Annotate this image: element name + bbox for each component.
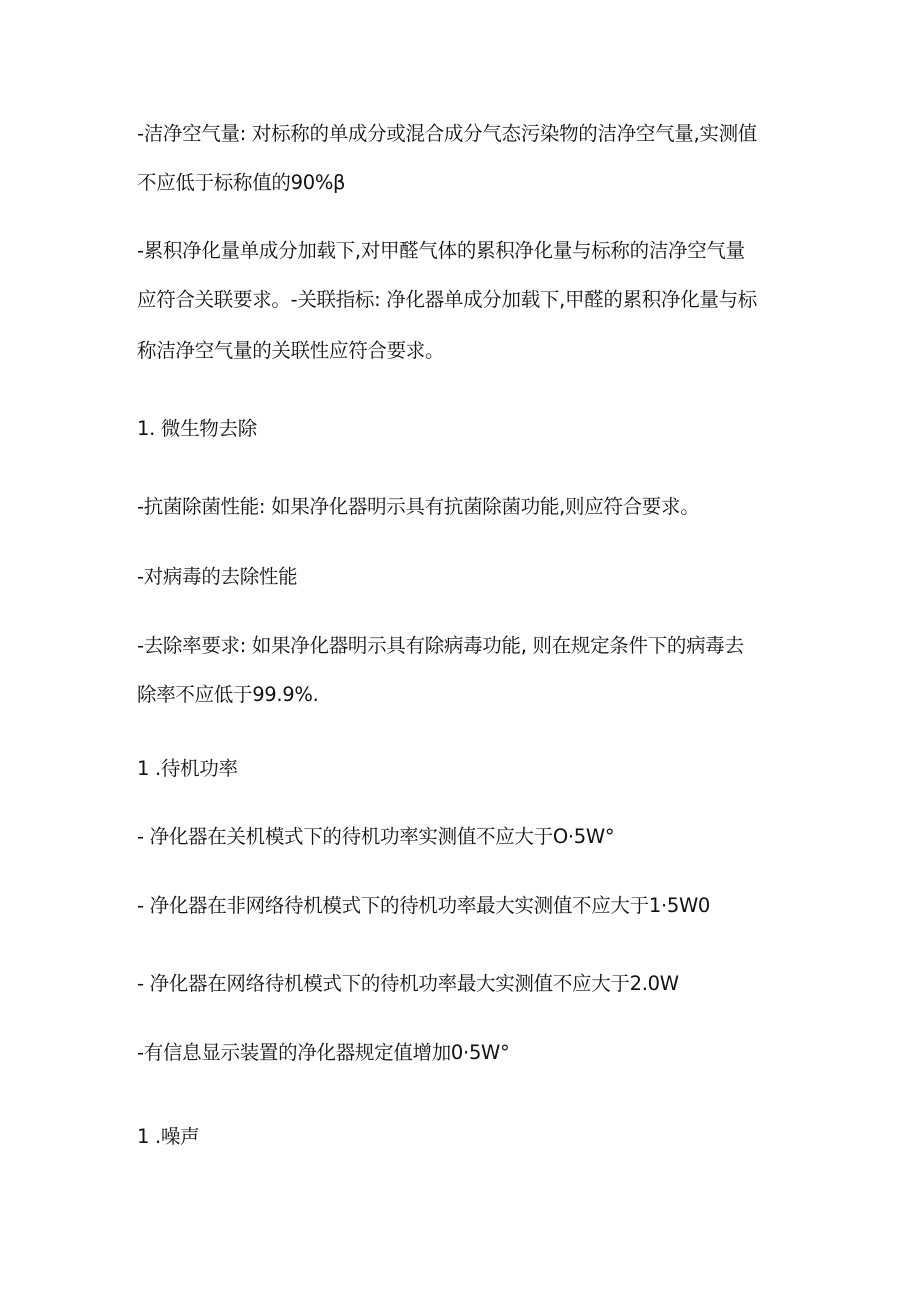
removal-rate-line-2: 除率不应低于99.9%.	[137, 683, 319, 706]
cumulative-purification-line-1: -累积净化量单成分加载下,对甲醛气体的累积净化量与标称的洁净空气量	[137, 239, 745, 262]
standby-power-off-mode-line: - 净化器在关机模式下的待机功率实测值不应大于O·5W°	[137, 825, 615, 848]
antibacterial-performance-line: -抗菌除菌性能: 如果净化器明示具有抗菌除菌功能,则应符合要求。	[137, 495, 700, 518]
clean-air-volume-line-2: 不应低于标称值的90%β	[137, 171, 346, 194]
cumulative-purification-line-3: 称洁净空气量的关联性应符合要求。	[137, 339, 445, 362]
section-heading-noise: 1 .噪声	[137, 1125, 200, 1148]
standby-power-non-network-line: - 净化器在非网络待机模式下的待机功率最大实测值不应大于1·5W0	[137, 894, 711, 917]
section-heading-microbe-removal: 1. 微生物去除	[137, 417, 257, 440]
cumulative-purification-line-2: 应符合关联要求。-关联指标: 净化器单成分加载下,甲醛的累积净化量与标	[137, 288, 758, 311]
info-display-increase-line: -有信息显示装置的净化器规定值增加0·5W°	[137, 1041, 510, 1064]
removal-rate-line-1: -去除率要求: 如果净化器明示具有除病毒功能, 则在规定条件下的病毒去	[137, 634, 744, 657]
standby-power-network-line: - 净化器在网络待机模式下的待机功率最大实测值不应大于2.0W	[137, 972, 679, 995]
section-heading-standby-power: 1 .待机功率	[137, 757, 238, 780]
clean-air-volume-line-1: -洁净空气量: 对标称的单成分或混合成分气态污染物的洁净空气量,实测值	[137, 122, 758, 145]
virus-removal-heading-line: -对病毒的去除性能	[137, 565, 298, 588]
